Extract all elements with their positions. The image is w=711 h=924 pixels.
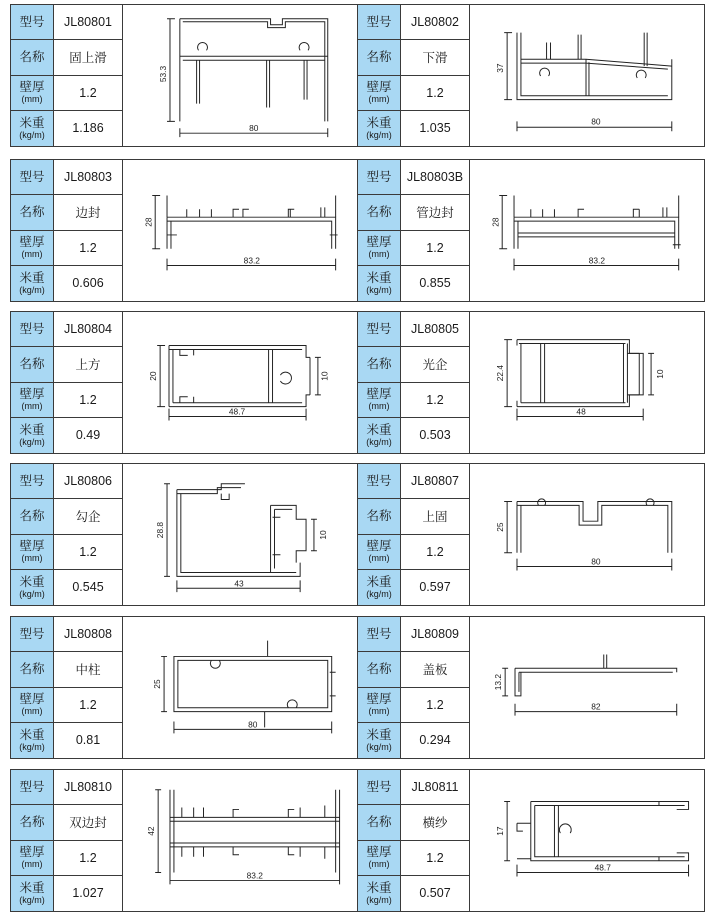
spec-row-wall xyxy=(11,688,122,723)
label-wall-text: 壁厚 xyxy=(366,539,392,554)
spec-table xyxy=(11,617,123,758)
label-wall-unit: (mm) xyxy=(368,94,390,105)
weight-value: 0.855 xyxy=(419,276,451,291)
label-weight-text: 米重 xyxy=(366,880,392,895)
dim-width: 80 xyxy=(249,123,259,134)
profile-card-jl80801 xyxy=(10,4,358,147)
label-model: 型号 xyxy=(11,5,54,39)
dim-width: 80 xyxy=(591,116,601,127)
label-wall-unit: (mm) xyxy=(368,249,390,260)
label-name: 名称 xyxy=(358,347,401,381)
label-wall xyxy=(11,383,54,417)
spec-row-model xyxy=(358,770,469,805)
profile-shape xyxy=(177,484,306,577)
spec-row-model xyxy=(11,160,122,195)
name-value: 盖板 xyxy=(422,663,448,678)
spec-row-weight xyxy=(358,266,469,301)
label-wall-text: 壁厚 xyxy=(366,692,392,707)
spec-row-name xyxy=(11,805,122,840)
label-weight xyxy=(11,723,54,758)
weight-value: 0.294 xyxy=(419,733,451,748)
label-weight-unit: (kg/m) xyxy=(19,436,45,447)
spec-row-name xyxy=(11,347,122,382)
dim-height: 13.2 xyxy=(493,673,504,691)
label-weight xyxy=(11,570,54,605)
spec-table xyxy=(358,312,470,453)
label-wall-unit: (mm) xyxy=(21,401,43,412)
dim-width: 48.7 xyxy=(594,862,611,873)
dimension-lines xyxy=(161,656,332,733)
label-wall-text: 壁厚 xyxy=(19,845,45,860)
dim-height: 28 xyxy=(143,217,154,227)
profile-drawing xyxy=(469,312,704,453)
name-value: 固上滑 xyxy=(69,51,107,66)
label-weight-text: 米重 xyxy=(19,115,45,130)
spec-table xyxy=(11,160,123,301)
label-wall-unit: (mm) xyxy=(21,553,43,564)
label-weight xyxy=(11,876,54,911)
label-weight xyxy=(11,418,54,453)
wall-value: 1.2 xyxy=(426,240,444,255)
label-weight-unit: (kg/m) xyxy=(366,129,392,140)
profile-shape xyxy=(514,195,681,248)
label-model: 型号 xyxy=(11,770,54,804)
wall-value: 1.2 xyxy=(426,697,444,712)
spec-row-name xyxy=(11,652,122,687)
profile-shape xyxy=(180,19,328,122)
profile-shape xyxy=(169,346,310,407)
spec-row-name xyxy=(358,652,469,687)
dim-width: 80 xyxy=(591,556,601,567)
spec-table xyxy=(358,617,470,758)
label-wall xyxy=(358,76,401,110)
profile-shape xyxy=(517,802,689,861)
profile-drawing xyxy=(469,770,704,911)
spec-row-model xyxy=(11,617,122,652)
label-name: 名称 xyxy=(11,40,54,74)
dim-width: 82 xyxy=(591,701,601,712)
weight-value: 0.81 xyxy=(75,733,101,748)
spec-table xyxy=(358,160,470,301)
profile-shape xyxy=(517,340,643,407)
model-value: JL80806 xyxy=(64,474,112,489)
wall-value: 1.2 xyxy=(426,392,444,407)
profile-card-jl80802 xyxy=(357,4,705,147)
label-weight-unit: (kg/m) xyxy=(19,284,45,295)
dim-width: 48.7 xyxy=(228,406,246,417)
label-wall-text: 壁厚 xyxy=(366,387,392,402)
dim-height: 25 xyxy=(152,679,163,689)
spec-row-name xyxy=(358,805,469,840)
spec-row-wall xyxy=(358,535,469,570)
profile-drawing xyxy=(122,5,357,146)
label-weight-text: 米重 xyxy=(366,574,392,589)
spec-row-wall xyxy=(11,841,122,876)
label-name: 名称 xyxy=(11,805,54,839)
spec-row-model xyxy=(11,312,122,347)
label-weight xyxy=(11,266,54,301)
profile-shape xyxy=(167,195,338,248)
dim-height: 37 xyxy=(495,63,506,73)
label-name: 名称 xyxy=(358,652,401,686)
label-model: 型号 xyxy=(358,312,401,346)
dim-height: 53.3 xyxy=(158,65,169,83)
dim-lip: 10 xyxy=(654,369,665,379)
name-value: 中柱 xyxy=(75,663,101,678)
label-weight xyxy=(358,723,401,758)
name-value: 上固 xyxy=(422,510,448,525)
model-value: JL80805 xyxy=(411,322,459,337)
label-model: 型号 xyxy=(358,617,401,651)
profile-card-jl80808 xyxy=(10,616,358,759)
label-weight-unit: (kg/m) xyxy=(366,894,392,905)
spec-table xyxy=(11,312,123,453)
label-weight xyxy=(358,266,401,301)
model-value: JL80803B xyxy=(406,170,464,185)
profile-card-jl80807 xyxy=(357,463,705,606)
spec-row-weight xyxy=(358,876,469,911)
weight-value: 0.606 xyxy=(72,276,104,291)
spec-row-name xyxy=(11,195,122,230)
profile-shape xyxy=(517,499,672,553)
label-weight-text: 米重 xyxy=(19,574,45,589)
label-name: 名称 xyxy=(11,347,54,381)
label-wall xyxy=(358,688,401,722)
spec-row-wall xyxy=(358,841,469,876)
model-value: JL80801 xyxy=(64,15,112,30)
name-value: 下滑 xyxy=(422,51,448,66)
spec-row-name xyxy=(358,195,469,230)
label-model: 型号 xyxy=(358,160,401,194)
label-weight-text: 米重 xyxy=(366,727,392,742)
weight-value: 0.597 xyxy=(419,580,451,595)
profile-shape xyxy=(517,33,672,100)
label-name: 名称 xyxy=(11,652,54,686)
label-weight xyxy=(11,111,54,146)
wall-value: 1.2 xyxy=(79,240,97,255)
label-wall-unit: (mm) xyxy=(21,706,43,717)
dim-width: 48 xyxy=(576,406,586,417)
spec-row-wall xyxy=(11,231,122,266)
label-name: 名称 xyxy=(358,40,401,74)
label-wall xyxy=(11,76,54,110)
label-weight xyxy=(358,111,401,146)
label-weight-unit: (kg/m) xyxy=(366,436,392,447)
profile-drawing xyxy=(122,770,357,911)
wall-value: 1.2 xyxy=(79,850,97,865)
label-wall-text: 壁厚 xyxy=(366,80,392,95)
spec-row-name xyxy=(11,40,122,75)
profile-shape xyxy=(174,641,336,728)
label-wall-unit: (mm) xyxy=(21,249,43,260)
label-wall xyxy=(358,841,401,875)
spec-table xyxy=(11,5,123,146)
dimension-lines xyxy=(502,668,677,715)
spec-row-wall xyxy=(358,76,469,111)
dim-height: 20 xyxy=(148,371,159,381)
profile-card-jl80806 xyxy=(10,463,358,606)
spec-table xyxy=(11,770,123,911)
spec-row-weight xyxy=(358,111,469,146)
model-value: JL80802 xyxy=(411,15,459,30)
label-name: 名称 xyxy=(11,195,54,229)
weight-value: 0.503 xyxy=(419,428,451,443)
label-wall-text: 壁厚 xyxy=(19,235,45,250)
label-weight-unit: (kg/m) xyxy=(19,588,45,599)
wall-value: 1.2 xyxy=(79,85,97,100)
profile-card-jl80811 xyxy=(357,769,705,912)
spec-table xyxy=(358,770,470,911)
label-name: 名称 xyxy=(358,195,401,229)
profile-card-jl80803b xyxy=(357,159,705,302)
dim-width: 83.2 xyxy=(246,870,263,881)
label-weight-unit: (kg/m) xyxy=(366,741,392,752)
label-weight-text: 米重 xyxy=(19,270,45,285)
label-weight-text: 米重 xyxy=(19,880,45,895)
spec-row-weight xyxy=(358,723,469,758)
name-value: 上方 xyxy=(75,358,101,373)
spec-row-wall xyxy=(358,688,469,723)
dim-height: 28 xyxy=(490,217,501,227)
spec-row-wall xyxy=(11,76,122,111)
profile-card-jl80810 xyxy=(10,769,358,912)
spec-row-weight xyxy=(11,570,122,605)
label-name: 名称 xyxy=(358,805,401,839)
label-weight-text: 米重 xyxy=(19,422,45,437)
name-value: 横纱 xyxy=(422,816,448,831)
dim-height: 25 xyxy=(495,522,506,532)
label-model: 型号 xyxy=(11,160,54,194)
label-wall xyxy=(358,535,401,569)
dim-width: 83.2 xyxy=(588,255,606,266)
wall-value: 1.2 xyxy=(426,850,444,865)
weight-value: 0.49 xyxy=(75,428,101,443)
dim-lip: 10 xyxy=(317,530,328,540)
label-wall-unit: (mm) xyxy=(368,553,390,564)
profile-card-jl80805 xyxy=(357,311,705,454)
wall-value: 1.2 xyxy=(426,85,444,100)
label-wall xyxy=(358,383,401,417)
label-weight-unit: (kg/m) xyxy=(19,741,45,752)
spec-row-wall xyxy=(358,383,469,418)
wall-value: 1.2 xyxy=(79,544,97,559)
spec-row-weight xyxy=(358,570,469,605)
label-weight-unit: (kg/m) xyxy=(19,894,45,905)
profile-drawing xyxy=(122,617,357,758)
profile-drawing xyxy=(469,5,704,146)
label-wall xyxy=(358,231,401,265)
spec-row-model xyxy=(11,5,122,40)
label-weight xyxy=(358,418,401,453)
label-wall-text: 壁厚 xyxy=(366,235,392,250)
label-name: 名称 xyxy=(358,499,401,533)
weight-value: 0.507 xyxy=(419,886,451,901)
label-model: 型号 xyxy=(11,617,54,651)
spec-row-wall xyxy=(358,231,469,266)
wall-value: 1.2 xyxy=(79,697,97,712)
spec-row-model xyxy=(358,312,469,347)
dim-height: 28.8 xyxy=(155,521,166,539)
label-wall-unit: (mm) xyxy=(21,859,43,870)
spec-row-weight xyxy=(11,723,122,758)
model-value: JL80803 xyxy=(64,170,112,185)
spec-row-weight xyxy=(358,418,469,453)
name-value: 双边封 xyxy=(69,816,107,831)
spec-row-wall xyxy=(11,535,122,570)
label-wall-text: 壁厚 xyxy=(19,692,45,707)
dim-height: 22.4 xyxy=(495,364,506,382)
label-model: 型号 xyxy=(358,770,401,804)
profile-drawing xyxy=(469,464,704,605)
label-wall xyxy=(11,841,54,875)
spec-row-model xyxy=(11,770,122,805)
label-wall xyxy=(11,535,54,569)
spec-row-weight xyxy=(11,418,122,453)
name-value: 勾企 xyxy=(75,510,101,525)
label-model: 型号 xyxy=(358,5,401,39)
dim-lip: 10 xyxy=(319,371,330,381)
label-wall-text: 壁厚 xyxy=(366,845,392,860)
spec-row-model xyxy=(358,617,469,652)
dim-height: 17 xyxy=(495,826,506,836)
model-value: JL80808 xyxy=(64,627,112,642)
profile-drawing xyxy=(469,617,704,758)
label-weight xyxy=(358,570,401,605)
label-weight-text: 米重 xyxy=(366,270,392,285)
label-wall-text: 壁厚 xyxy=(19,387,45,402)
profile-drawing xyxy=(122,312,357,453)
spec-row-weight xyxy=(11,266,122,301)
profile-drawing xyxy=(122,464,357,605)
label-wall-unit: (mm) xyxy=(368,401,390,412)
label-wall xyxy=(11,231,54,265)
dimension-lines xyxy=(504,501,672,570)
profile-drawing xyxy=(469,160,704,301)
label-model: 型号 xyxy=(11,464,54,498)
spec-row-model xyxy=(11,464,122,499)
label-model: 型号 xyxy=(11,312,54,346)
label-weight-unit: (kg/m) xyxy=(366,588,392,599)
spec-row-model xyxy=(358,464,469,499)
spec-table xyxy=(358,464,470,605)
model-value: JL80811 xyxy=(411,780,459,795)
name-value: 管边封 xyxy=(416,206,454,221)
spec-row-name xyxy=(358,40,469,75)
spec-table xyxy=(358,5,470,146)
weight-value: 1.186 xyxy=(72,121,104,136)
spec-row-model xyxy=(358,5,469,40)
profile-card-jl80804 xyxy=(10,311,358,454)
label-weight-text: 米重 xyxy=(366,115,392,130)
wall-value: 1.2 xyxy=(426,544,444,559)
weight-value: 0.545 xyxy=(72,580,104,595)
label-weight-unit: (kg/m) xyxy=(366,284,392,295)
profile-card-jl80809 xyxy=(357,616,705,759)
spec-row-model xyxy=(358,160,469,195)
spec-row-name xyxy=(358,347,469,382)
profile-shape xyxy=(170,790,340,873)
label-wall-unit: (mm) xyxy=(21,94,43,105)
model-value: JL80807 xyxy=(411,474,459,489)
dim-width: 43 xyxy=(234,578,244,589)
profile-shape xyxy=(515,654,677,695)
label-wall-unit: (mm) xyxy=(368,706,390,717)
label-wall-text: 壁厚 xyxy=(19,80,45,95)
profile-card-jl80803 xyxy=(10,159,358,302)
label-wall-unit: (mm) xyxy=(368,859,390,870)
spec-row-name xyxy=(11,499,122,534)
weight-value: 1.027 xyxy=(72,886,104,901)
weight-value: 1.035 xyxy=(419,121,451,136)
spec-row-name xyxy=(358,499,469,534)
label-weight xyxy=(358,876,401,911)
spec-table xyxy=(11,464,123,605)
spec-row-weight xyxy=(11,876,122,911)
dim-width: 80 xyxy=(248,719,258,730)
label-weight-text: 米重 xyxy=(366,422,392,437)
wall-value: 1.2 xyxy=(79,392,97,407)
name-value: 边封 xyxy=(75,206,101,221)
spec-row-weight xyxy=(11,111,122,146)
label-model: 型号 xyxy=(358,464,401,498)
profile-drawing xyxy=(122,160,357,301)
model-value: JL80804 xyxy=(64,322,112,337)
name-value: 光企 xyxy=(422,358,448,373)
dim-height: 42 xyxy=(146,826,157,836)
dim-width: 83.2 xyxy=(243,255,260,266)
spec-row-wall xyxy=(11,383,122,418)
label-weight-unit: (kg/m) xyxy=(19,129,45,140)
label-wall-text: 壁厚 xyxy=(19,539,45,554)
label-wall xyxy=(11,688,54,722)
label-name: 名称 xyxy=(11,499,54,533)
model-value: JL80809 xyxy=(411,627,459,642)
model-value: JL80810 xyxy=(64,780,112,795)
label-weight-text: 米重 xyxy=(19,727,45,742)
